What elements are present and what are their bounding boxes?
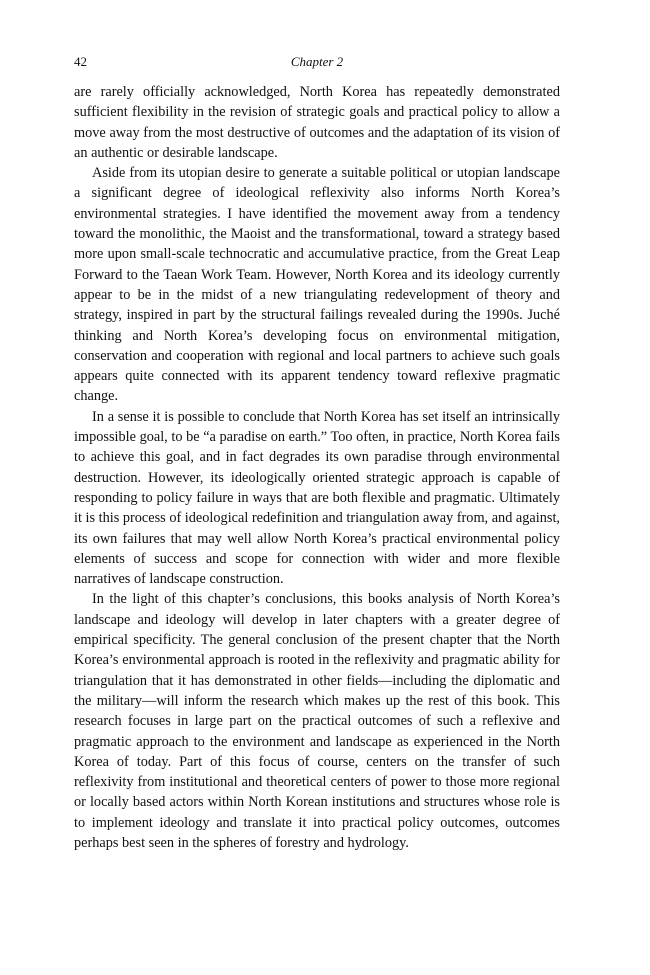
body-text — [74, 82, 560, 853]
page-number: 42 — [74, 54, 87, 69]
paragraph: In the light of this chapter’s conclusions, this books analysis of North Korea’s landscape and ideology will develop in later chapters with a greater degree of empirical specificity. The general conclusion of the present chapter that the North Korea’s environmental approach is rooted in the reflexivity and pragmatic ability for triangulation that it has demonstrated in other fields—including the diplomatic and the military—will inform the research which makes up the rest of this book. This research focuses in large part on the practical outcomes of such a reflexive and pragmatic approach to the environment and landscape as experienced in the North Korea of today. Part of this focus of course, centers on the transfer of such reflexivity from institutional and theoretical centers of power to those more regional or locally based actors within North Korean institutions and structures whose role is to implement ideology and translate it into practical policy outcomes, outcomes perhaps best seen in the spheres of forestry and hydrology. — [74, 591, 560, 851]
paragraph: Aside from its utopian desire to generate a suitable political or utopian landscape a significant degree of ideological reflexivity also informs North Korea’s environmental strategies. I have identified the movement away from a tendency toward the monolithic, the Maoist and the transformational, toward a strategy based more upon small-scale technocratic and accumulative practice, from the Great Leap Forward to the Taean Work Team. However, North Korea and its ideology currently appear to be in the midst of a new triangulating redevelopment of theory and strategy, inspired in part by the structural failings revealed during the 1990s. Juché thinking and North Korea’s developing focus on environmental mitigation, conservation and cooperation with regional and local partners to achieve such goals appears quite connected with its apparent tendency toward reflexive pragmatic change. — [74, 165, 560, 405]
book-page — [74, 52, 560, 853]
paragraph-continued: are rarely officially acknowledged, North Korea has repeatedly demonstrated sufficient flexibility in the revision of strategic goals and practical policy to allow a move away from the most destructive of outcomes and the adaptation of its vision of an authentic or desirable landscape. — [74, 84, 560, 161]
chapter-label: Chapter 2 — [290, 54, 344, 69]
paragraph: In a sense it is possible to conclude that North Korea has set itself an intrinsically impossible goal, to be “a paradise on earth.” Too often, in practice, North Korea fails to achieve this goal, and in fact degrades its own paradise through environmental destruction. However, its ideologically oriented strategic approach is capable of responding to policy failure in ways that are both flexible and pragmatic. Ultimately it is this process of ideological redefinition and triangulation away from, and against, its own failures that may well allow North Korea’s practical environmental policy elements of success and scope for connection with wider and more flexible narratives of landscape construction. — [74, 408, 560, 588]
running-head — [74, 52, 560, 72]
